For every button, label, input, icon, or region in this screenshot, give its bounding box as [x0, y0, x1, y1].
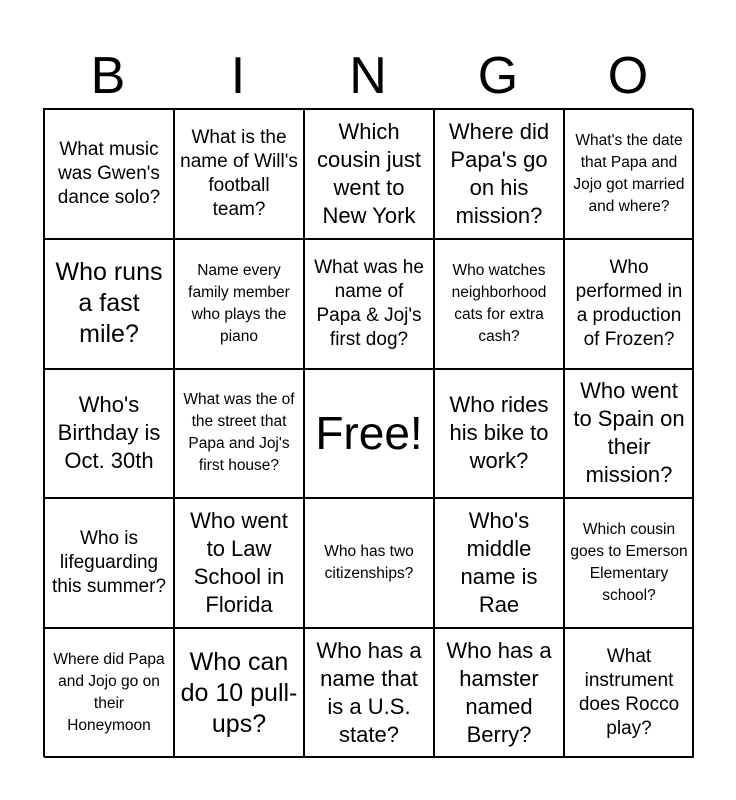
- header-letter-o: O: [607, 47, 649, 105]
- bingo-cell[interactable]: [434, 239, 564, 369]
- bingo-cell[interactable]: [174, 628, 304, 758]
- header-letter-i: I: [230, 47, 246, 105]
- bingo-cell[interactable]: [564, 498, 694, 628]
- cell-text: What instrument does Rocco play?: [578, 646, 680, 740]
- bingo-cell[interactable]: [174, 369, 304, 499]
- free-space-label: Free!: [315, 407, 423, 460]
- bingo-cell[interactable]: [564, 109, 694, 239]
- bingo-cell[interactable]: [304, 109, 434, 239]
- cell-text: What's the date that Papa and Jojo got married and where?: [573, 131, 685, 215]
- cell-text: Who runs a fast mile?: [55, 258, 163, 349]
- bingo-cell[interactable]: [434, 369, 564, 499]
- cell-text: Where did Papa's go on his mission?: [448, 118, 550, 228]
- bingo-board: [43, 108, 693, 757]
- cell-text: Where did Papa and Jojo go on their Honeymoon: [53, 651, 165, 735]
- bingo-cell[interactable]: [564, 239, 694, 369]
- cell-text: What music was Gwen's dance solo?: [57, 138, 161, 208]
- cell-text: Name every family member who plays the piano: [188, 261, 290, 345]
- free-space-cell[interactable]: [304, 369, 434, 499]
- bingo-cell[interactable]: [174, 498, 304, 628]
- bingo-cell[interactable]: [174, 239, 304, 369]
- bingo-cell[interactable]: [434, 498, 564, 628]
- cell-text: Who's Birthday is Oct. 30th: [57, 392, 161, 474]
- bingo-header: [43, 46, 693, 106]
- bingo-cell[interactable]: [564, 628, 694, 758]
- bingo-cell[interactable]: [44, 628, 174, 758]
- cell-text: What was he name of Papa & Joj's first dog?: [314, 256, 424, 350]
- bingo-cell[interactable]: [174, 109, 304, 239]
- header-letter-g: G: [477, 47, 519, 105]
- bingo-cell[interactable]: [44, 498, 174, 628]
- cell-text: Who rides his bike to work?: [449, 392, 549, 474]
- header-letter-n: N: [349, 47, 387, 105]
- cell-text: What is the name of Will's football team?: [180, 126, 298, 220]
- cell-text: Who watches neighborhood cats for extra cash?: [451, 261, 547, 345]
- cell-text: Which cousin goes to Emerson Elementary school?: [570, 521, 688, 605]
- cell-text: Who went to Law School in Florida: [190, 508, 288, 618]
- cell-text: Who can do 10 pull-ups?: [180, 647, 298, 738]
- cell-text: Who is lifeguarding this summer?: [51, 528, 167, 598]
- bingo-cell[interactable]: [304, 239, 434, 369]
- cell-text: Who has two citizenships?: [324, 543, 414, 583]
- cell-text: What was the of the street that Papa and Joj's first house?: [183, 391, 295, 475]
- cell-text: Who has a name that is a U.S. state?: [316, 638, 422, 748]
- cell-text: Who's middle name is Rae: [460, 508, 538, 618]
- cell-text: Who performed in a production of Frozen?: [575, 256, 683, 350]
- bingo-cell[interactable]: [434, 628, 564, 758]
- bingo-cell[interactable]: [304, 498, 434, 628]
- bingo-cell[interactable]: [44, 369, 174, 499]
- header-letter-b: B: [90, 47, 126, 105]
- bingo-cell[interactable]: [564, 369, 694, 499]
- cell-text: Who has a hamster named Berry?: [446, 638, 552, 748]
- cell-text: Who went to Spain on their mission?: [573, 378, 685, 488]
- bingo-cell[interactable]: [44, 109, 174, 239]
- bingo-cell[interactable]: [44, 239, 174, 369]
- bingo-cell[interactable]: [434, 109, 564, 239]
- bingo-cell[interactable]: [304, 628, 434, 758]
- cell-text: Which cousin just went to New York: [317, 118, 421, 228]
